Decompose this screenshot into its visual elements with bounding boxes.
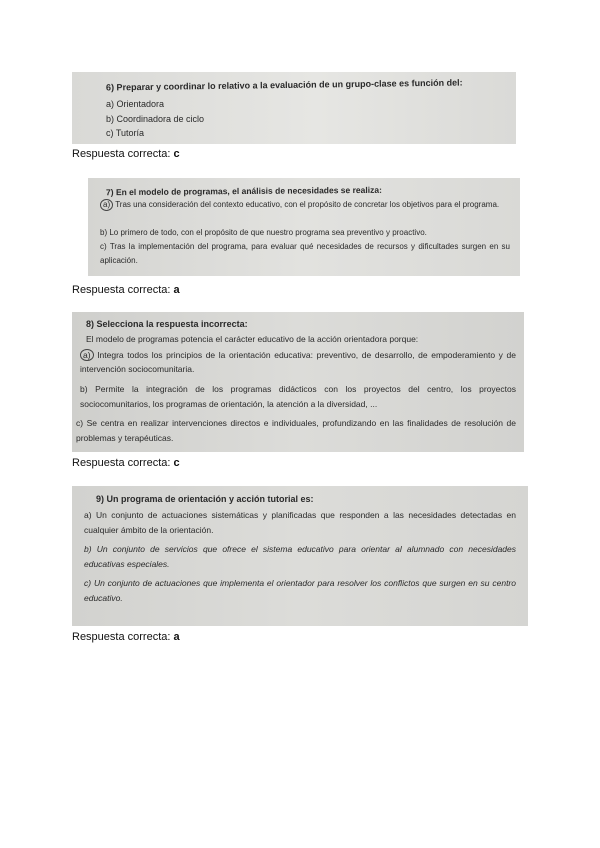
question-9-option-a-text: Un conjunto de actuaciones sistemáticas y planificadas que responden a las necesidades detectadas en cualquier ámbito de la orientación. <box>84 510 516 535</box>
question-7-option-a-text: Tras una consideración del contexto educativo, con el propósito de concretar los objetivos para el programa. <box>115 200 500 209</box>
question-8-option-b-text: Permite la integración de los programas didácticos con los proyectos del centro, los proyectos sociocomunitarios, los programas de orientación, la atención a la diversidad, ... <box>80 384 516 409</box>
question-9-option-a <box>84 508 516 538</box>
answer-8-label: Respuesta correcta: <box>72 457 171 469</box>
question-7-option-a <box>100 198 510 211</box>
answer-6-value: c <box>173 148 180 160</box>
question-7-option-b <box>100 226 510 239</box>
question-7-option-c-marker: c) <box>100 242 107 251</box>
question-9-option-c-marker: c) <box>84 578 92 588</box>
question-8-intro: El modelo de programas potencia el carácter educativo de la acción orientadora porque: <box>86 334 419 344</box>
answer-7 <box>72 284 180 296</box>
question-7-option-b-marker: b) <box>100 228 108 237</box>
question-8-option-a-text: Integra todos los principios de la orientación educativa: preventivo, de desarrollo, de empoderamiento y de intervención sociocomunitaria. <box>80 350 516 374</box>
answer-9 <box>72 631 180 643</box>
question-8-title: 8) Selecciona la respuesta incorrecta: <box>86 319 248 329</box>
question-7-option-c-text: Tras la implementación del programa, para evaluar qué necesidades de recursos y dificultades surgen en su aplicación. <box>100 242 511 265</box>
question-7-option-b-text: Lo primero de todo, con el propósito de que nuestro programa sea preventivo y proactivo. <box>109 228 427 237</box>
answer-7-value: a <box>173 284 180 296</box>
question-7-image <box>88 178 520 276</box>
question-8-option-c <box>76 416 516 446</box>
question-9-option-b-text: Un conjunto de servicios que ofrece el sistema educativo para orientar al alumnado con necesidades educativas especiales. <box>84 544 516 569</box>
question-7-title: 7) En el modelo de programas, el análisis de necesidades se realiza: <box>105 184 382 198</box>
question-6-option-b: b) Coordinadora de ciclo <box>106 114 205 124</box>
question-8-image <box>72 312 524 452</box>
question-9-image <box>72 486 528 626</box>
answer-8-value: c <box>173 457 180 469</box>
question-9-option-c <box>84 576 516 606</box>
question-8-option-b <box>80 382 516 412</box>
question-7-option-a-marker: a) <box>100 199 113 211</box>
answer-9-label: Respuesta correcta: <box>72 631 171 643</box>
question-9-option-a-marker: a) <box>84 510 92 520</box>
question-9-option-c-text: Un conjunto de actuaciones que implementa el orientador para resolver los conflictos que surgen en su centro educativo. <box>84 578 516 603</box>
question-8-option-c-text: Se centra en realizar intervenciones directos e individuales, profundizando en las finalidades de resolución de problemas y terapéuticas. <box>76 418 516 443</box>
question-9-option-b-marker: b) <box>84 544 92 554</box>
answer-9-value: a <box>173 631 180 643</box>
question-6-image <box>72 72 516 144</box>
answer-7-label: Respuesta correcta: <box>72 284 171 296</box>
answer-6 <box>72 148 180 160</box>
question-6-option-c: c) Tutoría <box>106 128 145 138</box>
question-6-option-a: a) Orientadora <box>106 99 165 109</box>
question-8-option-b-marker: b) <box>80 384 88 394</box>
question-8-option-a-marker: a) <box>80 349 94 361</box>
question-9-option-b <box>84 542 516 572</box>
answer-6-label: Respuesta correcta: <box>72 148 171 160</box>
question-7-option-c <box>100 240 510 268</box>
question-8-option-a <box>80 348 516 376</box>
question-8-option-c-marker: c) <box>76 418 84 428</box>
question-9-title: 9) Un programa de orientación y acción tutorial es: <box>96 494 314 504</box>
answer-8 <box>72 457 180 469</box>
question-6-title: 6) Preparar y coordinar lo relativo a la evaluación de un grupo-clase es función del: <box>105 77 463 93</box>
